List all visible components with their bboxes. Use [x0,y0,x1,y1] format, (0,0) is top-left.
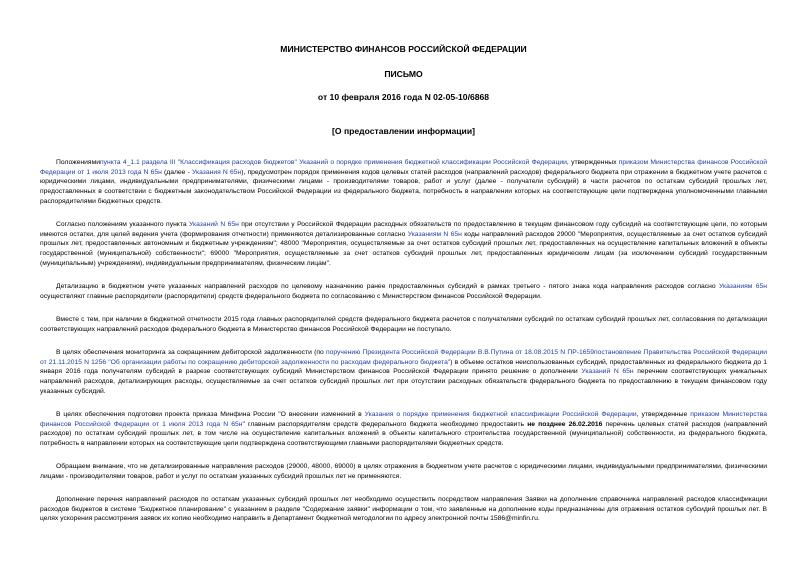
text: перечнем соответствующих уникальных направлений расходов, детализирующих расходы, осуществляемые за счет остатков субсидий прошлых лет при отсутствии расходных обязательств федерального бюджета по предоставлению в текущем финансовом году указанных субсидий. [40,368,767,395]
text: ) в объеме остатков неиспользованных субсидий, предоставленных из федерального бюджета до 1 января 2016 года получателям субсидий в разрезе соответствующих субсидий Министерством финансов Российской Федерации принято решение о дополнении [40,358,767,376]
paragraph-7 [40,462,767,481]
document-date-number: от 10 февраля 2016 года N 02-05-10/6868 [317,92,490,102]
text: Вместе с тем, при наличии в бюджетной отчетности 2015 года главных распорядителей средств федерального бюджета расчетов с получателями субсидий по остаткам субсидий прошлых лет, согласования по детализации соответствующих направлений расходов федерального бюджета в Министерство финансов Российской Федерации не поступало. [40,315,767,333]
link-budget-classification-instructions[interactable]: Указания о порядке применения бюджетной классификации Российской Федерации [364,410,637,418]
paragraph-5 [40,348,767,397]
link-order-65n[interactable]: приказом Министерства финансов Российской Федерации от 1 июля 2013 года N 65н [40,410,767,428]
text: Положениями [56,159,100,166]
paragraph-8 [40,495,767,524]
link-budget-classification-instructions[interactable]: Указаний о порядке применения бюджетной классификации Российской Федерации [299,159,567,166]
text: , утвержденных [566,159,619,166]
ministry-title: МИНИСТЕРСТВО ФИНАНСОВ РОССИЙСКОЙ ФЕДЕРАЦИИ [280,44,527,54]
text: Дополнение перечня направлений расходов по остаткам указанных субсидий прошлых лет необходимо осуществить посредством направления Заявки на дополнение справочника направлений расходов классификации расходов бюджетов в системе "Бюджетное планирование" с указанием в разделе "Содержание заявки" информации о том, что заявленные на дополнение коды предназначены для отражения остатков субсидий прошлых лет. В целях ускорения рассмотрения заявок их копию необходимо направить в Департамент бюджетной методологии по адресу электронной почты 1586@minfin.ru. [40,496,767,523]
text: коды направлений расходов 29000 "Мероприятия, осуществляемые за счет остатков субсидий прошлых лет, предоставленных автономным и бюджетным учреждениям"; 48000 "Мероприятия, осуществляемые за счет остатков субсидий прошлых лет, предоставленных на осуществление капитальных вложений в объекты государственной (муниципальной) собственности"; 69000 "Мероприятия, осуществляемые за счет остатков субсидий прошлых лет, предоставленных юридическим лицам (за исключением субсидий государственным (муниципальным) учреждениям), индивидуальным предпринимателям, физическим лицам". [40,230,767,267]
document-body [40,158,767,524]
text: Согласно положениям указанного пункта [56,221,190,229]
paragraph-4 [40,315,767,334]
paragraph-2 [40,220,767,269]
link-presidential-instruction[interactable]: поручению Президента Российской Федерации В.В.Путина от 18.08.2015 N ПР-1659 [325,348,594,356]
link-instructions-65n[interactable]: Указаниям N 65н [407,230,462,238]
link-clause-4-1-1[interactable]: пункта 4_1.1 раздела III "Классификация расходов бюджетов" [99,159,297,166]
link-instructions-65n[interactable]: Указаний N 65н [189,221,239,229]
text: В целях обеспечения мониторинга за сокращением дебиторской задолженности (по [56,348,326,356]
link-instructions-65n[interactable]: Указаниям 65н [718,283,767,291]
link-order-65n[interactable]: приказом Министерства финансов Российской Федерации от 1 июля 2013 года N 65н [40,159,767,176]
link-instructions-65n[interactable]: Указания N 65н [192,168,242,176]
text: , утвержденные [636,410,691,418]
text: Детализацию в бюджетном учете указанных направлений расходов по целевому назначению ранее предоставленных субсидий в рамках третьего - пятого знака кода направления расходов согласно [56,283,719,291]
text: Обращаем внимание, что не детализированные направления расходов (29000, 48000, 69000) в целях отражения в бюджетном учете расчетов с юридическими лицами, индивидуальными предпринимателями, физическими лицами - производителями товаров, работ и услуг по остаткам указанных субсидий прошлых лет не применяются. [40,463,767,480]
text: (далее - [161,168,192,176]
document-subject: [О предоставлении информации] [332,126,475,136]
deadline-date: не позднее 26.02.2016 [527,420,603,428]
link-instructions-65n[interactable]: Указаний N 65н [581,368,634,376]
document-type: ПИСЬМО [384,69,423,79]
text: ), предусмотрен порядок применения кодов целевых статей расходов (направлений расходов) федерального бюджета при отражении в бюджетном учете расчетов с юридическими лицами, индивидуальными предпринимателями, физическими лицами - производителями товаров, работ и услуг (далее - получатели субсидий) в части расчетов по остаткам субсидий прошлых лет, предоставленных в соответствии с бюджетным законодательством Российской Федерации из федерального бюджета, потребность в направлении которых на соответствующие цели подтверждена уполномоченными главными распорядителями бюджетных средств. [40,168,767,205]
paragraph-6 [40,410,767,449]
text: В целях обеспечения подготовки проекта приказа Минфина России "О внесении изменений в [56,410,365,418]
text: осуществляют главные распорядители (распорядители) средств федерального бюджета по согласованию с Министерством финансов Российской Федерации. [40,292,542,300]
link-government-resolution-1256[interactable]: постановление Правительства Российской Федерации от 21.11.2015 N 1256 "Об организации работы по сокращению дебиторской задолженности по расходам федерального бюджета" [40,348,768,366]
paragraph-3 [40,282,767,301]
paragraph-1 [40,158,767,207]
text: перечень целевых статей расходов (направлений расходов) по остаткам субсидий прошлых лет, в том числе на осуществление капитальных вложений в объекты капитального строительства государственной (муниципальной) собственности, из федерального бюджета, потребность в направлении которых на соответствующие цели подтверждена соответствующими главными распорядителями бюджетных средств. [40,420,767,447]
text: " главным распорядителям средств федерального бюджета необходимо предоставить [242,420,528,428]
text: при отсутствии у Российской Федерации расходных обязательств по предоставлению в текущем финансовом году субсидий на соответствующие цели, по которым имеются остатки, для целей ведения учета (формирования отчетности) применяются детализированные согласно [40,221,767,238]
